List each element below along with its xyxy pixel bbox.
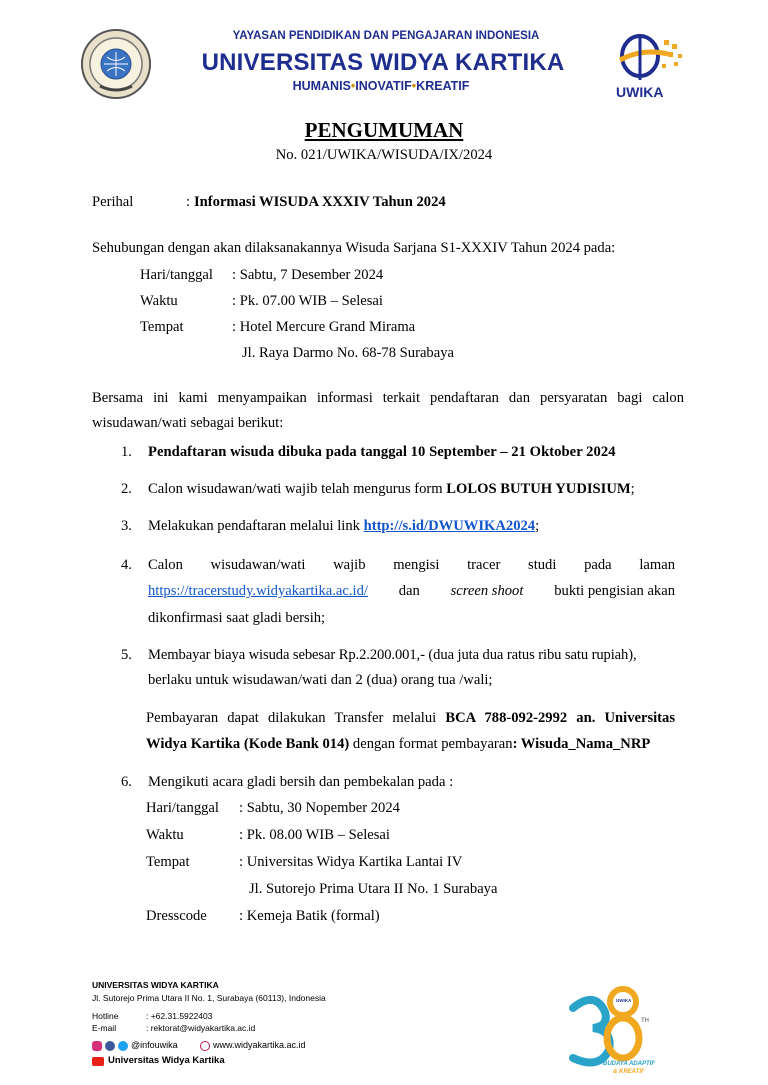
item-text: ; bbox=[630, 481, 635, 497]
item-rehearsal: Mengikuti acara gladi bersih dan pembekalan pada : bbox=[148, 774, 454, 790]
item-number: 1. bbox=[121, 444, 132, 460]
rehearsal-day-value: : Sabtu, 30 Nopember 2024 bbox=[239, 800, 400, 816]
youtube-channel[interactable]: Universitas Widya Kartika bbox=[108, 1055, 225, 1066]
perihal-colon: : bbox=[186, 194, 191, 210]
item-number: 3. bbox=[121, 518, 132, 534]
payment-bank: Widya Kartika (Kode Bank 014) bbox=[146, 736, 350, 752]
event-place-address: Jl. Raya Darmo No. 68-78 Surabaya bbox=[242, 345, 454, 361]
rehearsal-place-label: Tempat bbox=[146, 854, 190, 870]
anniversary-tagline-2: & KREATIF bbox=[613, 1069, 645, 1075]
social-handle[interactable]: @infouwika bbox=[131, 1040, 178, 1050]
footer-address: Jl. Sutorejo Prima Utara II No. 1, Surabaya (60113), Indonesia bbox=[92, 993, 326, 1003]
item-number: 5. bbox=[121, 647, 132, 663]
uwika-logo bbox=[612, 30, 692, 106]
anniversary-38-logo bbox=[565, 978, 685, 1078]
item-tracer-line3: dikonfirmasi saat gladi bersih; bbox=[148, 610, 326, 626]
tagline-bullet: • bbox=[350, 79, 356, 93]
rehearsal-dress-label: Dresscode bbox=[146, 908, 207, 924]
university-name: UNIVERSITAS WIDYA KARTIKA bbox=[201, 49, 565, 76]
payment-text: Pembayaran dapat dilakukan Transfer melalui bbox=[146, 710, 446, 726]
footer-email-label: E-mail bbox=[92, 1023, 117, 1033]
anniversary-uwika-text: UWIKA bbox=[616, 998, 632, 1003]
footer-hotline-value: : +62.31.5922403 bbox=[146, 1011, 213, 1021]
item-text: dan bbox=[398, 583, 420, 599]
item-fee-line2: berlaku untuk wisudawan/wati dan 2 (dua) orang tua /wali; bbox=[148, 672, 493, 688]
footer-university-name: UNIVERSITAS WIDYA KARTIKA bbox=[92, 980, 219, 990]
facebook-icon[interactable] bbox=[105, 1041, 115, 1051]
website-link[interactable]: www.widyakartika.ac.id bbox=[213, 1040, 306, 1050]
rehearsal-place-address: Jl. Sutorejo Prima Utara II No. 1 Surabaya bbox=[249, 881, 498, 897]
rehearsal-time-value: : Pk. 08.00 WIB – Selesai bbox=[239, 827, 390, 843]
payment-format: : Wisuda_Nama_NRP bbox=[512, 736, 651, 752]
item-text: ; bbox=[535, 518, 540, 534]
event-place-value: : Hotel Mercure Grand Mirama bbox=[232, 319, 416, 335]
perihal-value: Informasi WISUDA XXXIV Tahun 2024 bbox=[194, 194, 446, 210]
item-registration-link bbox=[148, 517, 539, 535]
twitter-icon[interactable] bbox=[118, 1041, 128, 1051]
payment-line1 bbox=[146, 709, 675, 727]
item-emphasis: LOLOS BUTUH YUDISIUM bbox=[446, 481, 631, 497]
university-tagline bbox=[230, 79, 532, 93]
youtube-icon[interactable] bbox=[92, 1057, 104, 1066]
perihal-label: Perihal bbox=[92, 194, 134, 210]
rehearsal-dress-value: : Kemeja Batik (formal) bbox=[239, 908, 380, 924]
tagline-humanis: HUMANIS bbox=[292, 79, 351, 93]
rehearsal-time-label: Waktu bbox=[146, 827, 184, 843]
item-tracer-line2 bbox=[148, 582, 675, 600]
item-registration-period: Pendaftaran wisuda dibuka pada tanggal 10 September – 21 Oktober 2024 bbox=[148, 444, 616, 460]
item-number: 2. bbox=[121, 481, 132, 497]
item-tracer-line1: Calon wisudawan/wati wajib mengisi tracer studi pada laman bbox=[148, 557, 675, 573]
intro-paragraph: Sehubungan dengan akan dilaksanakannya Wisuda Sarjana S1-XXXIV Tahun 2024 pada: bbox=[92, 240, 616, 256]
event-day-value: : Sabtu, 7 Desember 2024 bbox=[232, 267, 384, 283]
item-text: Calon wisudawan/wati wajib telah mengurus form bbox=[148, 481, 447, 497]
event-place-label: Tempat bbox=[140, 319, 184, 335]
item-italic: screen shoot bbox=[450, 583, 524, 599]
anniversary-th: TH bbox=[641, 1018, 649, 1024]
rehearsal-day-label: Hari/tanggal bbox=[146, 800, 219, 816]
item-text: Melakukan pendaftaran melalui link bbox=[148, 518, 364, 534]
registration-link[interactable]: http://s.id/DWUWIKA2024 bbox=[363, 518, 536, 534]
letter-number: No. 021/UWIKA/WISUDA/IX/2024 bbox=[275, 147, 493, 163]
item-text: bukti pengisian akan bbox=[554, 583, 675, 599]
anniversary-tagline-1: BUDAYA ADAPTIF bbox=[603, 1061, 655, 1067]
payment-text: dengan format pembayaran bbox=[349, 736, 513, 752]
event-time-value: : Pk. 07.00 WIB – Selesai bbox=[232, 293, 383, 309]
item-number: 6. bbox=[121, 774, 132, 790]
item-yudisium-form bbox=[148, 480, 635, 498]
tagline-bullet: • bbox=[411, 79, 417, 93]
tracer-study-link[interactable]: https://tracerstudy.widyakartika.ac.id/ bbox=[148, 583, 368, 599]
page-title: PENGUMUMAN bbox=[304, 118, 464, 142]
globe-icon bbox=[200, 1041, 210, 1051]
foundation-name: YAYASAN PENDIDIKAN DAN PENGAJARAN INDONESIA bbox=[232, 30, 540, 42]
yayasan-seal-logo bbox=[80, 28, 152, 100]
tagline-inovatif: INOVATIF bbox=[355, 79, 412, 93]
item-fee-line1: Membayar biaya wisuda sebesar Rp.2.200.001,- (dua juta dua ratus ribu satu rupiah), bbox=[148, 647, 637, 663]
info-paragraph-line2: wisudawan/wati sebagai berikut: bbox=[92, 415, 284, 431]
payment-line2 bbox=[146, 735, 650, 753]
payment-account: BCA 788-092-2992 an. Universitas bbox=[445, 710, 676, 726]
uwika-logo-text: UWIKA bbox=[616, 84, 664, 100]
rehearsal-place-value: : Universitas Widya Kartika Lantai IV bbox=[239, 854, 463, 870]
info-paragraph-line1: Bersama ini kami menyampaikan informasi terkait pendaftaran dan persyaratan bagi calon bbox=[92, 390, 684, 406]
footer-hotline-label: Hotline bbox=[92, 1011, 119, 1021]
event-time-label: Waktu bbox=[140, 293, 178, 309]
instagram-icon[interactable] bbox=[92, 1041, 102, 1051]
footer-email-value: : rektorat@widyakartika.ac.id bbox=[146, 1023, 256, 1033]
tagline-kreatif: KREATIF bbox=[416, 79, 470, 93]
event-day-label: Hari/tanggal bbox=[140, 267, 213, 283]
item-number: 4. bbox=[121, 557, 132, 573]
